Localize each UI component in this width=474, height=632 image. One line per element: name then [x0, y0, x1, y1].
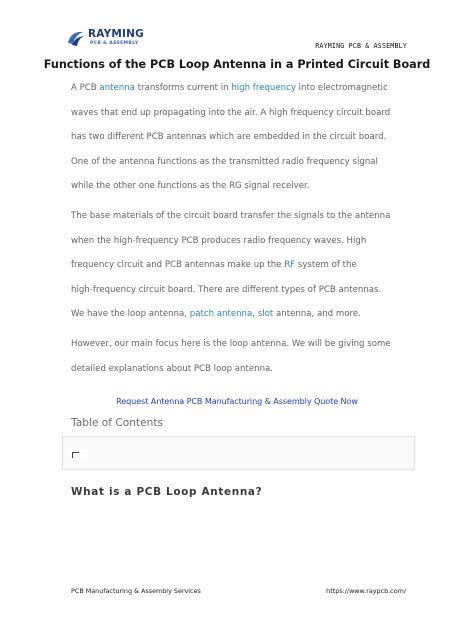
text-run: A PCB: [71, 83, 100, 93]
logo-subtitle: PCB & ASSEMBLY: [90, 41, 139, 46]
paragraph-line: has two different PCB antennas which are embedded in the circuit board.: [71, 132, 387, 142]
patch-antenna-link[interactable]: patch antenna: [189, 309, 253, 319]
footer-url-link[interactable]: https://www.raypcb.com/: [326, 587, 406, 595]
paragraph-line: [71, 302, 411, 327]
footer-services: PCB Manufacturing & Assembly Services: [71, 587, 201, 595]
text-run: into electromagnetic: [295, 83, 388, 93]
page-header: [0, 0, 474, 55]
rayming-logo-icon: [66, 28, 86, 48]
paragraph-line: when the high-frequency PCB produces radio frequency waves. High: [71, 235, 367, 246]
paragraph-line: while the other one functions as the RG signal receiver.: [71, 181, 310, 191]
page-title: Functions of the PCB Loop Antenna in a Printed Circuit Board: [43, 58, 431, 71]
paragraph-line: [71, 253, 411, 278]
paragraph-line: high-frequency circuit board. There are different types of PCB antennas.: [71, 284, 382, 295]
text-run: We have the loop antenna,: [71, 309, 190, 319]
toc-title: Table of Contents: [71, 417, 163, 429]
paragraph-line: detailed explanations about PCB loop antenna.: [71, 363, 274, 374]
logo-name: RAYMING: [88, 28, 144, 40]
toc-box: [62, 436, 415, 470]
rf-link[interactable]: RF: [284, 260, 296, 270]
paragraph-line: One of the antenna functions as the transmitted radio frequency signal: [71, 156, 378, 167]
text-run: system of the: [295, 260, 357, 270]
slot-link[interactable]: slot: [257, 309, 274, 319]
text-run: antenna, and more.: [273, 309, 361, 319]
paragraph-base-materials: [71, 204, 411, 327]
text-run: ,: [252, 309, 258, 319]
text-run: transforms current in: [134, 83, 232, 93]
paragraph-focus: [71, 332, 411, 381]
text-run: frequency circuit and PCB antennas make up the: [71, 260, 285, 270]
rayming-logo[interactable]: [66, 26, 152, 50]
header-company-name: RAYMING PCB & ASSEMBLY: [315, 42, 407, 50]
high-frequency-link[interactable]: high frequency: [231, 83, 296, 93]
section-heading: What is a PCB Loop Antenna?: [71, 486, 263, 498]
paragraph-intro: [71, 76, 411, 199]
paragraph-line: [71, 76, 411, 101]
paragraph-line: waves that end up propagating into the air. A high frequency circuit board: [71, 107, 391, 118]
toc-toggle-button[interactable]: [70, 449, 88, 459]
paragraph-line: The base materials of the circuit board transfer the signals to the antenna: [71, 211, 391, 221]
paragraph-line: However, our main focus here is the loop antenna. We will be giving some: [71, 339, 391, 349]
toc-toggle-icon: [72, 452, 79, 458]
antenna-link[interactable]: antenna: [99, 83, 135, 93]
request-quote-link[interactable]: Request Antenna PCB Manufacturing & Assembly Quote Now: [116, 396, 358, 406]
